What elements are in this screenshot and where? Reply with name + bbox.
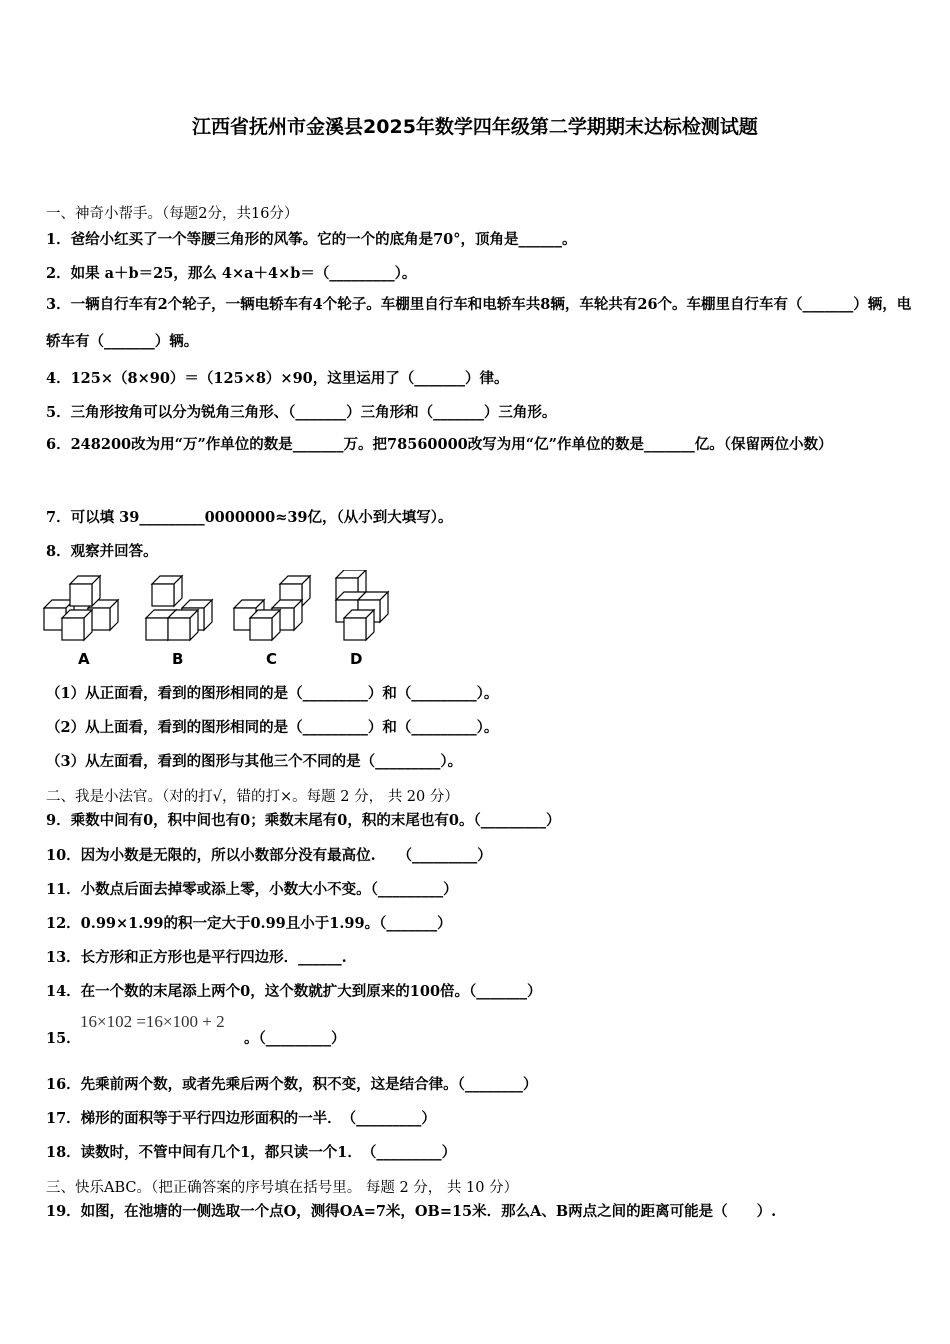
question-1: 1．爸给小红买了一个等腰三角形的风筝。它的一个的底角是70°，顶角是______。 [46,231,577,248]
question-4: 4．125×（8×90）＝（125×8）×90，这里运用了（_______）律。 [46,370,509,387]
question-9: 9．乘数中间有0，积中间也有0；乘数末尾有0，积的末尾也有0。（_________） [46,812,561,829]
question-5: 5．三角形按角可以分为锐角三角形、（_______）三角形和（_______）三角形。 [46,404,557,421]
question-8-1: （1）从正面看，看到的图形相同的是（_________）和（_________）。 [46,685,499,702]
section-3-heading: 三、快乐ABC。（把正确答案的序号填在括号里。 每题 2 分， 共 10 分） [46,1180,519,1196]
figure-d [336,570,388,640]
question-15-answer: 。（_________） [244,1030,346,1047]
question-15-number: 15． [46,1030,81,1047]
question-8: 8．观察并回答。 [46,543,158,560]
question-11: 11．小数点后面去掉零或添上零，小数大小不变。（_________） [46,881,458,898]
figure-label-b: B [172,650,184,668]
question-18: 18．读数时，不管中间有几个1，都只读一个1． （_________） [46,1144,457,1161]
question-6: 6．248200改为用“万”作单位的数是_______万。把78560000改写为用“亿”作单位的数是_______亿。（保留两位小数） [46,436,833,453]
question-12: 12．0.99×1.99的积一定大于0.99且小于1.99。（_______） [46,915,452,932]
figure-label-c: C [266,650,278,668]
question-17: 17．梯形的面积等于平行四边形面积的一半． （_________） [46,1110,436,1127]
figure-label-d: D [350,650,363,668]
question-3: 3．一辆自行车有2个轮子，一辆电轿车有4个轮子。车棚里自行车和电轿车共8辆，车轮共有26个。车棚里自行车有（_______）辆，电轿车有（_______）辆。 [46,296,912,350]
figure-c [234,576,310,640]
question-7: 7．可以填 39_________0000000≈39亿，（从小到大填写）。 [46,509,453,526]
question-19: 19．如图，在池塘的一侧选取一个点O，测得OA=7米，OB=15米．那么A、B两点之间的距离可能是（ ）. [46,1203,777,1220]
question-8-2: （2）从上面看，看到的图形相同的是（_________）和（_________）。 [46,719,499,736]
section-2-heading: 二、我是小法官。（对的打√，错的打×。每题 2 分， 共 20 分） [46,789,459,805]
figure-a [44,576,118,640]
figure-b [146,576,212,640]
question-2: 2．如果 a＋b＝25，那么 4×a＋4×b＝（_________）。 [46,265,417,282]
cube-drawings [40,570,400,650]
question-16: 16．先乘前两个数，或者先乘后两个数，积不变，这是结合律。（________） [46,1076,538,1093]
cube-figures [40,570,400,670]
page-title: 江西省抚州市金溪县2025年数学四年级第二学期期末达标检测试题 [192,116,758,138]
question-8-3: （3）从左面看，看到的图形与其他三个不同的是（_________）。 [46,753,463,770]
question-15-formula: 16×102 =16×100 + 2 [80,1012,225,1031]
section-1-heading: 一、神奇小帮手。（每题2分，共16分） [46,206,299,222]
question-14: 14．在一个数的末尾添上两个0，这个数就扩大到原来的100倍。（_______） [46,983,542,1000]
question-13: 13．长方形和正方形也是平行四边形．______. [46,949,347,966]
question-10: 10．因为小数是无限的，所以小数部分没有最高位. （_________） [46,847,492,864]
figure-label-a: A [78,650,90,668]
